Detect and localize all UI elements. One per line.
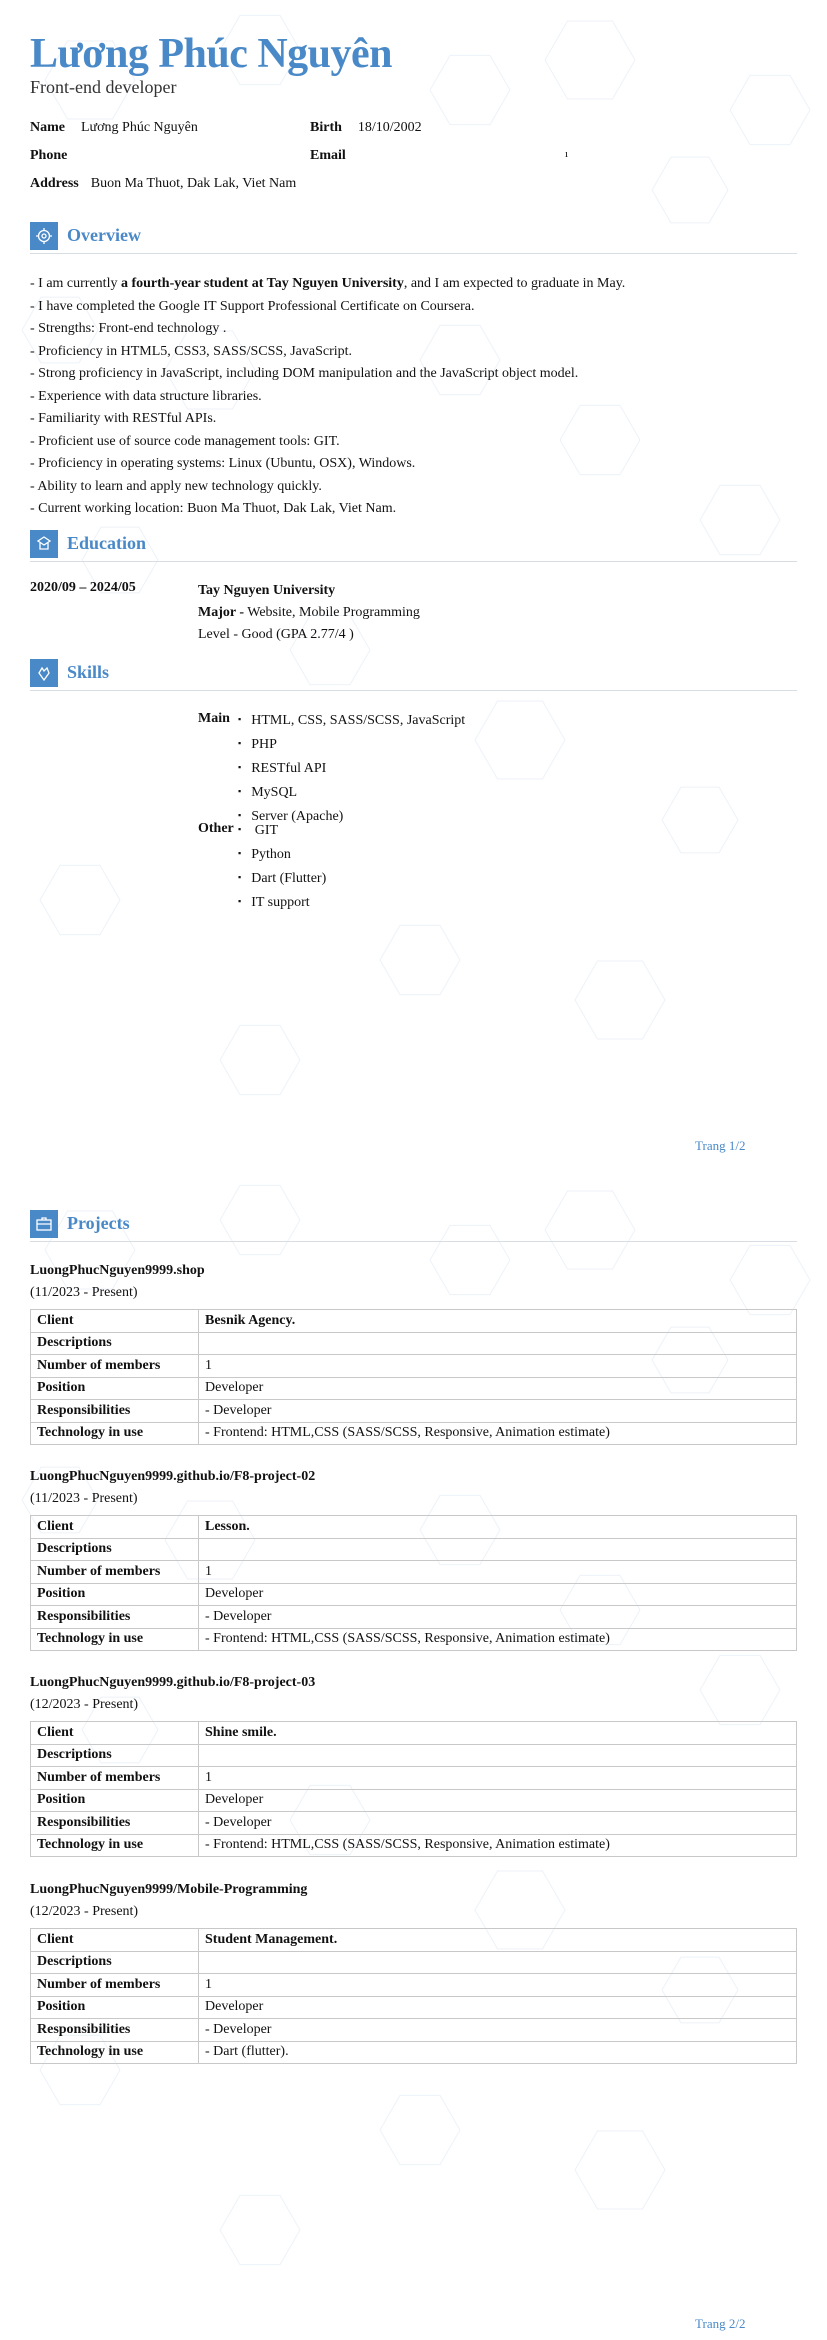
row-value [199, 1538, 797, 1561]
table-row [31, 1974, 797, 1997]
page-number: Trang 1/2 [695, 1138, 746, 1153]
overview-line: - Proficiency in operating systems: Linux (Ubuntu, OSX), Windows. [30, 456, 416, 471]
row-value: - Developer [199, 2019, 797, 2042]
row-value: Developer [199, 1789, 797, 1812]
project-name: LuongPhucNguyen9999.github.io/F8-project-03 [30, 1675, 316, 1690]
overview-line: - Experience with data structure libraries. [30, 388, 262, 404]
page-number: Trang 2/2 [695, 2316, 746, 2331]
project [30, 1672, 797, 1857]
overview-line: - Strong proficiency in JavaScript, including DOM manipulation and the JavaScript object model. [30, 366, 579, 381]
section-overview [30, 222, 797, 254]
row-label: Position [31, 1377, 199, 1400]
table-row [31, 1767, 797, 1790]
row-value: - Frontend: HTML,CSS (SASS/SCSS, Responsive, Animation estimate) [199, 1422, 797, 1445]
table-row [31, 1834, 797, 1857]
row-value: 1 [199, 1561, 797, 1584]
briefcase-icon [30, 1210, 58, 1238]
hexagon-shape [40, 865, 120, 934]
row-label: Descriptions [31, 1332, 199, 1355]
table-row [31, 1951, 797, 1974]
row-label: Number of members [31, 1355, 199, 1378]
skill-item: ▪ GIT [238, 818, 326, 842]
row-value: Shine smile. [199, 1722, 797, 1745]
candidate-name: Lương Phúc Nguyên [30, 31, 393, 77]
row-value: - Developer [199, 1812, 797, 1835]
row-value: Lesson. [199, 1516, 797, 1539]
section-education [30, 530, 797, 562]
project-name: LuongPhucNguyen9999.github.io/F8-project-02 [30, 1469, 316, 1484]
row-value [199, 1332, 797, 1355]
row-value: Student Management. [199, 1929, 797, 1952]
row-value: - Developer [199, 1606, 797, 1629]
row-label: Number of members [31, 1561, 199, 1584]
name-label: Name [30, 120, 65, 135]
info-birth [310, 120, 422, 136]
row-label: Responsibilities [31, 1400, 199, 1423]
hexagon-shape [475, 701, 565, 779]
hexagon-shape [220, 1025, 300, 1094]
table-row [31, 1310, 797, 1333]
project [30, 1260, 797, 1445]
info-address [30, 176, 296, 192]
overview-line: - Proficient use of source code management tools: GIT. [30, 433, 340, 449]
table-row [31, 1516, 797, 1539]
name-value: Lương Phúc Nguyên [81, 120, 198, 135]
row-value: - Developer [199, 1400, 797, 1423]
hexagon-shape [430, 55, 510, 124]
row-value: Besnik Agency. [199, 1310, 797, 1333]
project-table [30, 1721, 797, 1857]
job-title: Front-end developer [30, 77, 177, 97]
email-value: ı [565, 148, 569, 160]
birth-label: Birth [310, 120, 342, 135]
hexagon-shape [545, 21, 635, 99]
hexagon-shape [575, 2131, 665, 2209]
hexagon-shape [220, 2195, 300, 2264]
major [198, 602, 420, 624]
table-row [31, 1561, 797, 1584]
hexagon-shape [730, 75, 810, 144]
section-title: Projects [67, 1213, 130, 1233]
row-label: Number of members [31, 1767, 199, 1790]
hexagon-shape [575, 961, 665, 1039]
birth-value: 18/10/2002 [357, 120, 422, 135]
row-label: Client [31, 1310, 199, 1333]
row-label: Descriptions [31, 1951, 199, 1974]
project-name: LuongPhucNguyen9999.shop [30, 1263, 205, 1278]
level: Level - Good (GPA 2.77/4 ) [198, 627, 354, 642]
table-row [31, 1606, 797, 1629]
project [30, 1879, 797, 2064]
table-row [31, 1377, 797, 1400]
row-label: Position [31, 1996, 199, 2019]
skills-other-label: Other [198, 821, 234, 836]
row-label: Position [31, 1583, 199, 1606]
row-label: Descriptions [31, 1744, 199, 1767]
row-value: - Dart (flutter). [199, 2041, 797, 2064]
row-value: Developer [199, 1583, 797, 1606]
row-label: Client [31, 1722, 199, 1745]
row-value: Developer [199, 1377, 797, 1400]
overview-line: - Ability to learn and apply new technology quickly. [30, 478, 322, 494]
row-value: 1 [199, 1355, 797, 1378]
overview-list [30, 273, 625, 521]
row-value [199, 1744, 797, 1767]
row-value: 1 [199, 1974, 797, 1997]
skill-item: ▪ Python [238, 842, 326, 866]
address-label: Address [30, 176, 79, 191]
row-label: Technology in use [31, 1628, 199, 1651]
table-row [31, 1789, 797, 1812]
section-projects [30, 1210, 797, 1242]
skill-item: ▪ IT support [238, 890, 326, 914]
target-icon [30, 222, 58, 250]
major-value: Website, Mobile Programming [244, 605, 420, 620]
skills-other [198, 818, 326, 914]
row-value: - Frontend: HTML,CSS (SASS/SCSS, Responsive, Animation estimate) [199, 1834, 797, 1857]
project-date: (12/2023 - Present) [30, 1904, 139, 1919]
table-row [31, 1422, 797, 1445]
overview-line: - Current working location: Buon Ma Thuot, Dak Lak, Viet Nam. [30, 501, 397, 516]
row-label: Responsibilities [31, 1812, 199, 1835]
overview-line: - Proficiency in HTML5, CSS3, SASS/SCSS, JavaScript. [30, 343, 353, 359]
highlight: a fourth-year student at Tay Nguyen University [120, 276, 404, 291]
overview-line: - Strengths: Front-end technology . [30, 321, 227, 336]
hand-icon [30, 659, 58, 687]
project-table [30, 1515, 797, 1651]
table-row [31, 2019, 797, 2042]
table-row [31, 1583, 797, 1606]
email-label: Email [310, 148, 346, 163]
row-label: Descriptions [31, 1538, 199, 1561]
table-row [31, 1332, 797, 1355]
text: , and I am expected to graduate in May. [403, 276, 626, 291]
section-title: Education [67, 533, 147, 553]
table-row [31, 2041, 797, 2064]
section-title: Skills [67, 662, 110, 682]
info-name [30, 120, 198, 136]
graduation-icon [30, 530, 58, 558]
row-label: Technology in use [31, 1834, 199, 1857]
row-label: Number of members [31, 1974, 199, 1997]
text: - I am currently [30, 276, 121, 291]
project-date: (11/2023 - Present) [30, 1285, 138, 1300]
hexagon-shape [652, 157, 728, 223]
skill-item: ▪ Server (Apache) [238, 804, 465, 828]
table-row [31, 1355, 797, 1378]
overview-line [30, 273, 625, 296]
project-name: LuongPhucNguyen9999/Mobile-Programming [30, 1882, 308, 1897]
row-label: Responsibilities [31, 2019, 199, 2042]
education-details [198, 580, 420, 646]
table-row [31, 1722, 797, 1745]
skills-main [198, 708, 465, 828]
table-row [31, 1996, 797, 2019]
table-row [31, 1812, 797, 1835]
table-row [31, 1628, 797, 1651]
row-label: Technology in use [31, 2041, 199, 2064]
row-value: Developer [199, 1996, 797, 2019]
education-period: 2020/09 – 2024/05 [30, 580, 136, 595]
skill-item: ▪ HTML, CSS, SASS/SCSS, JavaScript [238, 708, 465, 732]
row-label: Technology in use [31, 1422, 199, 1445]
school: Tay Nguyen University [198, 583, 336, 598]
table-row [31, 1929, 797, 1952]
project-table [30, 1928, 797, 2064]
table-row [31, 1400, 797, 1423]
row-value [199, 1951, 797, 1974]
project-date: (11/2023 - Present) [30, 1491, 138, 1506]
table-row [31, 1744, 797, 1767]
row-value: 1 [199, 1767, 797, 1790]
project [30, 1466, 797, 1651]
row-label: Position [31, 1789, 199, 1812]
hexagon-shape [380, 925, 460, 994]
address-value: Buon Ma Thuot, Dak Lak, Viet Nam [90, 176, 297, 191]
row-label: Client [31, 1516, 199, 1539]
overview-line: - Familiarity with RESTful APIs. [30, 411, 217, 426]
skill-item: ▪ RESTful API [238, 756, 465, 780]
row-label: Responsibilities [31, 1606, 199, 1629]
hexagon-shape [662, 787, 738, 853]
project-date: (12/2023 - Present) [30, 1697, 139, 1712]
section-skills [30, 659, 797, 691]
skills-main-label: Main [198, 711, 230, 726]
overview-line: - I have completed the Google IT Support Professional Certificate on Coursera. [30, 298, 475, 314]
section-title: Overview [67, 225, 141, 245]
phone-label: Phone [30, 148, 68, 163]
hexagon-shape [380, 2095, 460, 2164]
skill-item: ▪ PHP [238, 732, 465, 756]
major-label: Major - [198, 605, 244, 620]
skill-item: ▪ MySQL [238, 780, 465, 804]
table-row [31, 1538, 797, 1561]
row-label: Client [31, 1929, 199, 1952]
row-value: - Frontend: HTML,CSS (SASS/SCSS, Responsive, Animation estimate) [199, 1628, 797, 1651]
project-table [30, 1309, 797, 1445]
skill-item: ▪ Dart (Flutter) [238, 866, 326, 890]
